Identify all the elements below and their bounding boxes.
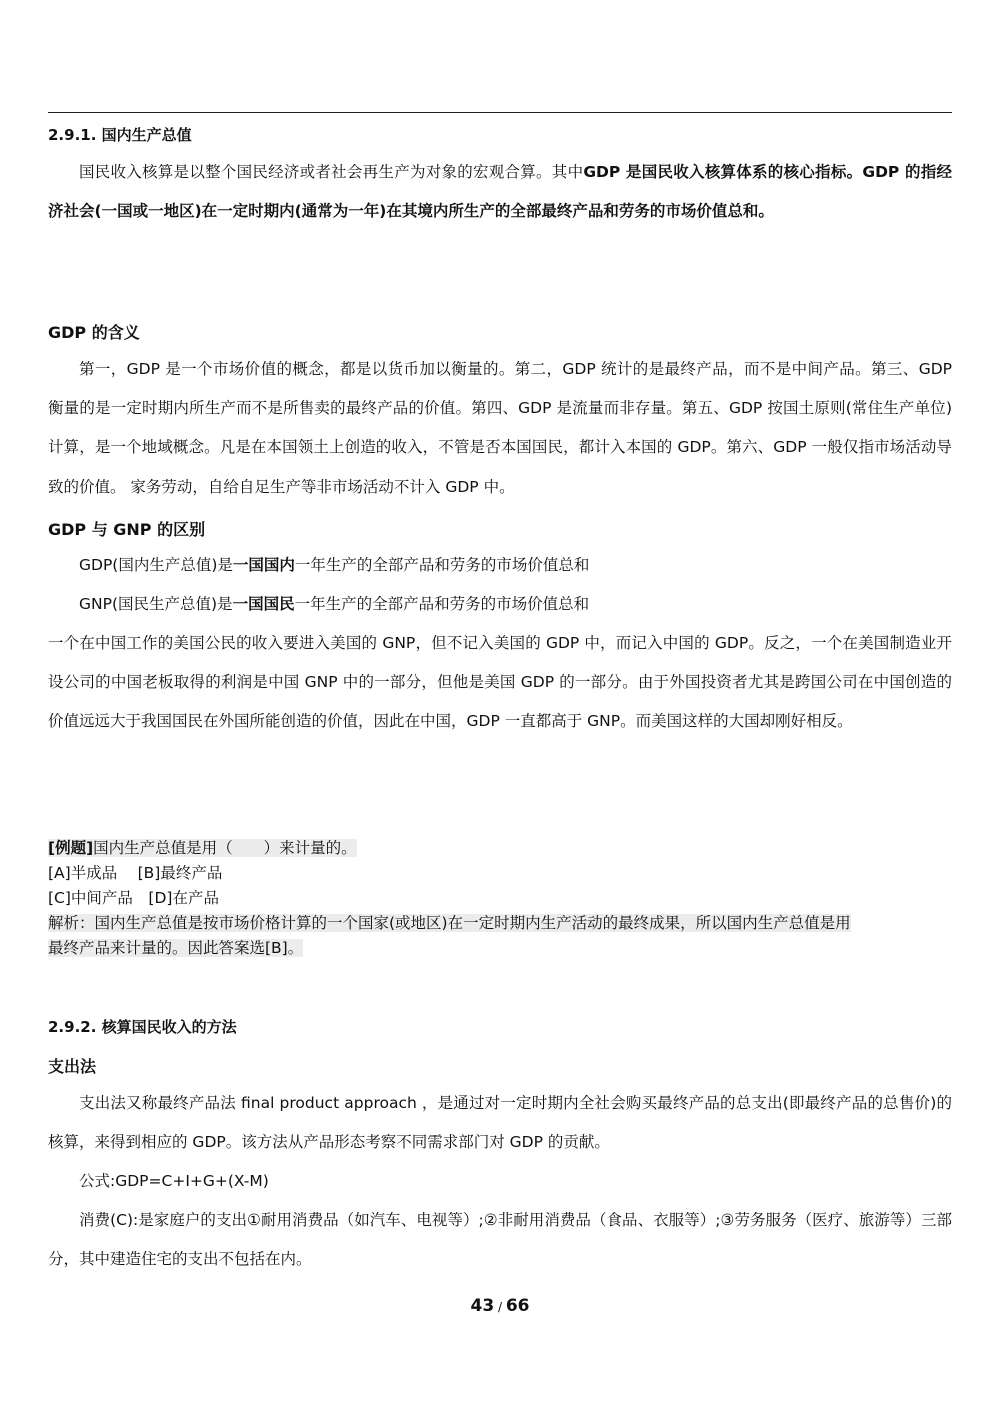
page-total: 66: [505, 1296, 530, 1316]
expenditure-method-heading: 支出法: [48, 1057, 97, 1076]
intro-text: 国民收入核算是以整个国民经济或者社会再生产为对象的宏观合算。其中: [79, 163, 584, 181]
gnp-definition-line: [48, 585, 952, 624]
gdp-intro-paragraph: [48, 153, 952, 231]
example-question: 国内生产总值是用（ ）来计量的。: [93, 839, 357, 857]
example-options-1: [A]半成品 [B]最终产品: [48, 864, 223, 882]
gdp-def-post: 一年生产的全部产品和劳务的市场价值总和: [294, 556, 590, 574]
meaning-heading: GDP 的含义: [48, 323, 140, 342]
example-analysis-1: [48, 911, 952, 936]
header-rule: [48, 112, 952, 113]
intro-bold-core: GDP 是国民收入核算体系的核心指标。: [583, 163, 863, 181]
gnp-def-post: 一年生产的全部产品和劳务的市场价值总和: [294, 595, 590, 613]
example-question-highlight: [48, 839, 357, 857]
page-separator: /: [494, 1300, 506, 1314]
gnp-def-bold: 一国国民: [232, 595, 295, 613]
page-current: 43: [470, 1296, 495, 1316]
analysis-line-2: 最终产品来计量的。因此答案选[B]。: [48, 939, 304, 957]
example-block: [48, 836, 952, 961]
example-question-line: [48, 836, 952, 861]
example-tag: [例题]: [48, 839, 94, 857]
formula-line: 公式:GDP=C+I+G+(X-M): [79, 1172, 269, 1190]
consumption-paragraph: 消费(C):是家庭户的支出①耐用消费品（如汽车、电视等）;②非耐用消费品（食品、衣服等）;③劳务服务（医疗、旅游等）三部分，其中建造住宅的支出不包括在内。: [48, 1211, 952, 1269]
section-heading-gdp: 2.9.1. 国内生产总值: [48, 126, 192, 144]
gdp-definition-line: [48, 546, 952, 585]
diff-heading: GDP 与 GNP 的区别: [48, 520, 206, 539]
diff-paragraph: 一个在中国工作的美国公民的收入要进入美国的 GNP，但不记入美国的 GDP 中，而记入中国的 GDP。反之，一个在美国制造业开设公司的中国老板取得的利润是中国 GNP 中的一部分，但他是美国 GDP 的一部分。由于外国投资者尤其是跨国公司在中国创造的价值远远大于我国国民在外国所能创造的价值，因此在中国，GDP 一直都高于 GNP。而美国这样的大国却刚好相反。: [48, 634, 952, 731]
gdp-def-pre: GDP(国内生产总值)是: [79, 556, 233, 574]
section-heading-methods: 2.9.2. 核算国民收入的方法: [48, 1018, 237, 1036]
page-number: [0, 1296, 1000, 1316]
intro-bold-definition: GDP 的指经济社会(一国或一地区)在一定时期内(通常为一年)在其境内所生产的全部最终产品和劳务的市场价值总和。: [48, 163, 952, 221]
example-analysis-2: [48, 936, 952, 961]
gdp-def-bold: 一国国内: [232, 556, 295, 574]
expenditure-desc-paragraph: 支出法又称最终产品法 final product approach ，是通过对一定时期内全社会购买最终产品的总支出(即最终产品的总售价)的核算，来得到相应的 GDP。该方法从产品形态考察不同需求部门对 GDP 的贡献。: [48, 1094, 952, 1152]
analysis-line-1: 解析：国内生产总值是按市场价格计算的一个国家(或地区)在一定时期内生产活动的最终成果，所以国内生产总值是用: [48, 914, 851, 932]
meaning-paragraph: 第一，GDP 是一个市场价值的概念，都是以货币加以衡量的。第二，GDP 统计的是最终产品，而不是中间产品。第三、GDP 衡量的是一定时期内所生产而不是所售卖的最终产品的价值。第四、GDP 是流量而非存量。第五、GDP 按国土原则(常住生产单位)计算，是一个地域概念。凡是在本国领土上创造的收入，不管是否本国国民，都计入本国的 GDP。第六、GDP 一般仅指市场活动导致的价值。 家务劳动，自给自足生产等非市场活动不计入 GDP 中。: [48, 360, 952, 496]
gnp-def-pre: GNP(国民生产总值)是: [79, 595, 233, 613]
example-options-2: [C]中间产品 [D]在产品: [48, 889, 219, 907]
